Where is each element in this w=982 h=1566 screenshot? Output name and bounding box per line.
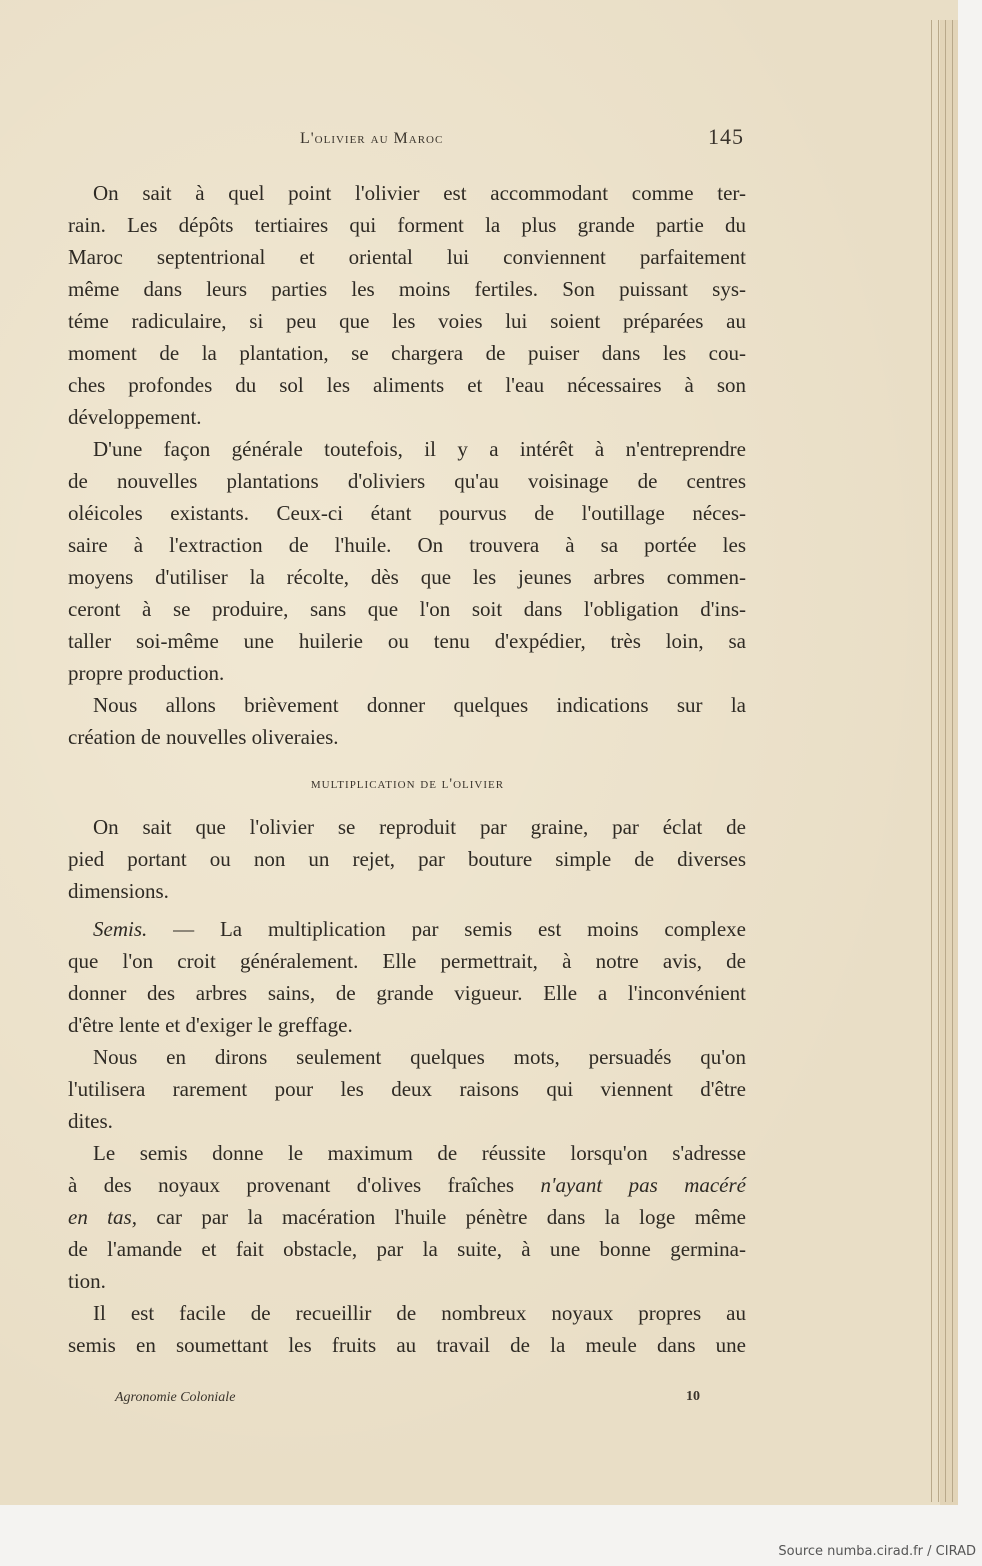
text-span: téme radiculaire, si peu que les voies lui soient préparées au	[68, 309, 746, 333]
text-span: On sait que l'olivier se reproduit par graine, par éclat de	[93, 815, 746, 839]
text-line	[68, 596, 746, 622]
page-edge-line	[952, 20, 953, 1502]
text-span: oléicoles existants. Ceux-ci étant pourvus de l'outillage néces-	[68, 501, 746, 525]
text-line	[68, 1012, 746, 1038]
source-credit: Source numba.cirad.fr / CIRAD	[778, 1544, 976, 1559]
text-line	[68, 660, 746, 686]
text-span: moment de la plantation, se chargera de puiser dans les cou-	[68, 341, 746, 365]
text-span: semis en soumettant les fruits au travail de la meule dans une	[68, 1333, 746, 1357]
page-stack-edge	[940, 20, 958, 1505]
text-line	[68, 1332, 746, 1358]
text-span: rain. Les dépôts tertiaires qui forment la plus grande partie du	[68, 213, 746, 237]
text-span: propre production.	[68, 661, 225, 685]
text-span: saire à l'extraction de l'huile. On trouvera à sa portée les	[68, 533, 746, 557]
text-line	[68, 212, 746, 238]
text-span: On sait à quel point l'olivier est accommodant comme ter-	[93, 181, 746, 205]
text-line	[68, 980, 746, 1006]
text-line	[93, 436, 746, 462]
text-span: l'utilisera rarement pour les deux raisons qui viennent d'être	[68, 1077, 746, 1101]
text-line	[68, 1268, 746, 1294]
text-span: de nouvelles plantations d'oliviers qu'au voisinage de centres	[68, 469, 746, 493]
text-span: ches profondes du sol les aliments et l'eau nécessaires à son	[68, 373, 746, 397]
text-span: tion.	[68, 1269, 106, 1293]
text-line	[93, 814, 746, 840]
text-line	[68, 628, 746, 654]
text-span: que l'on croit généralement. Elle permettrait, à notre avis, de	[68, 949, 746, 973]
italic-text: n'ayant pas macéré	[540, 1173, 746, 1197]
text-line	[68, 846, 746, 872]
text-line	[68, 1076, 746, 1102]
running-title: L'olivier au Maroc	[300, 130, 444, 147]
text-line	[93, 1140, 746, 1166]
page-edge-line	[931, 20, 932, 1502]
italic-text: en tas,	[68, 1205, 137, 1229]
text-line	[68, 372, 746, 398]
text-span: de l'amande et fait obstacle, par la suite, à une bonne germina-	[68, 1237, 746, 1261]
text-span: D'une façon générale toutefois, il y a intérêt à n'entreprendre	[93, 437, 746, 461]
text-line	[68, 500, 746, 526]
text-line	[68, 244, 746, 270]
text-line	[93, 1044, 746, 1070]
page-edge-line	[945, 20, 946, 1502]
text-span: Le semis donne le maximum de réussite lorsqu'on s'adresse	[93, 1141, 746, 1165]
text-span: développement.	[68, 405, 202, 429]
text-line	[68, 404, 746, 430]
text-span: Maroc septentrional et oriental lui conviennent parfaitement	[68, 245, 746, 269]
text-span: à des noyaux provenant d'olives fraîches	[68, 1173, 541, 1197]
footer-signature-mark: 10	[686, 1389, 700, 1404]
text-line	[68, 1236, 746, 1262]
text-line	[68, 340, 746, 366]
text-span: même dans leurs parties les moins fertiles. Son puissant sys-	[68, 277, 746, 301]
text-line	[68, 532, 746, 558]
text-line	[68, 724, 746, 750]
text-line	[93, 1300, 746, 1326]
text-line	[93, 916, 746, 942]
text-span: car par la macération l'huile pénètre dans la loge même	[136, 1205, 746, 1229]
text-line	[68, 1108, 746, 1134]
text-span: Nous en dirons seulement quelques mots, persuadés qu'on	[93, 1045, 746, 1069]
text-line	[68, 878, 746, 904]
text-line	[68, 1204, 746, 1230]
text-span: Nous allons brièvement donner quelques indications sur la	[93, 693, 746, 717]
text-span: pied portant ou non un rejet, par bouture simple de diverses	[68, 847, 746, 871]
text-span: d'être lente et d'exiger le greffage.	[68, 1013, 353, 1037]
text-span: dimensions.	[68, 879, 169, 903]
text-span: création de nouvelles oliveraies.	[68, 725, 339, 749]
text-span: donner des arbres sains, de grande vigueur. Elle a l'inconvénient	[68, 981, 746, 1005]
text-span: moyens d'utiliser la récolte, dès que les jeunes arbres commen-	[68, 565, 746, 589]
text-line	[93, 180, 746, 206]
text-span: dites.	[68, 1109, 113, 1133]
text-line	[93, 692, 746, 718]
text-line	[68, 564, 746, 590]
page-edge-line	[938, 20, 939, 1502]
text-span: — La multiplication par semis est moins complexe	[147, 917, 746, 941]
text-line	[68, 948, 746, 974]
page-number: 145	[708, 124, 744, 149]
text-span: Il est facile de recueillir de nombreux noyaux propres au	[93, 1301, 746, 1325]
italic-text: Semis.	[93, 917, 148, 941]
text-line	[68, 468, 746, 494]
text-line	[68, 1172, 746, 1198]
text-span: ceront à se produire, sans que l'on soit dans l'obligation d'ins-	[68, 597, 746, 621]
text-line	[68, 308, 746, 334]
footer-journal-title: Agronomie Coloniale	[115, 1390, 236, 1405]
text-span: taller soi-même une huilerie ou tenu d'expédier, très loin, sa	[68, 629, 746, 653]
text-line	[68, 276, 746, 302]
section-heading: multiplication de l'olivier	[310, 776, 505, 792]
